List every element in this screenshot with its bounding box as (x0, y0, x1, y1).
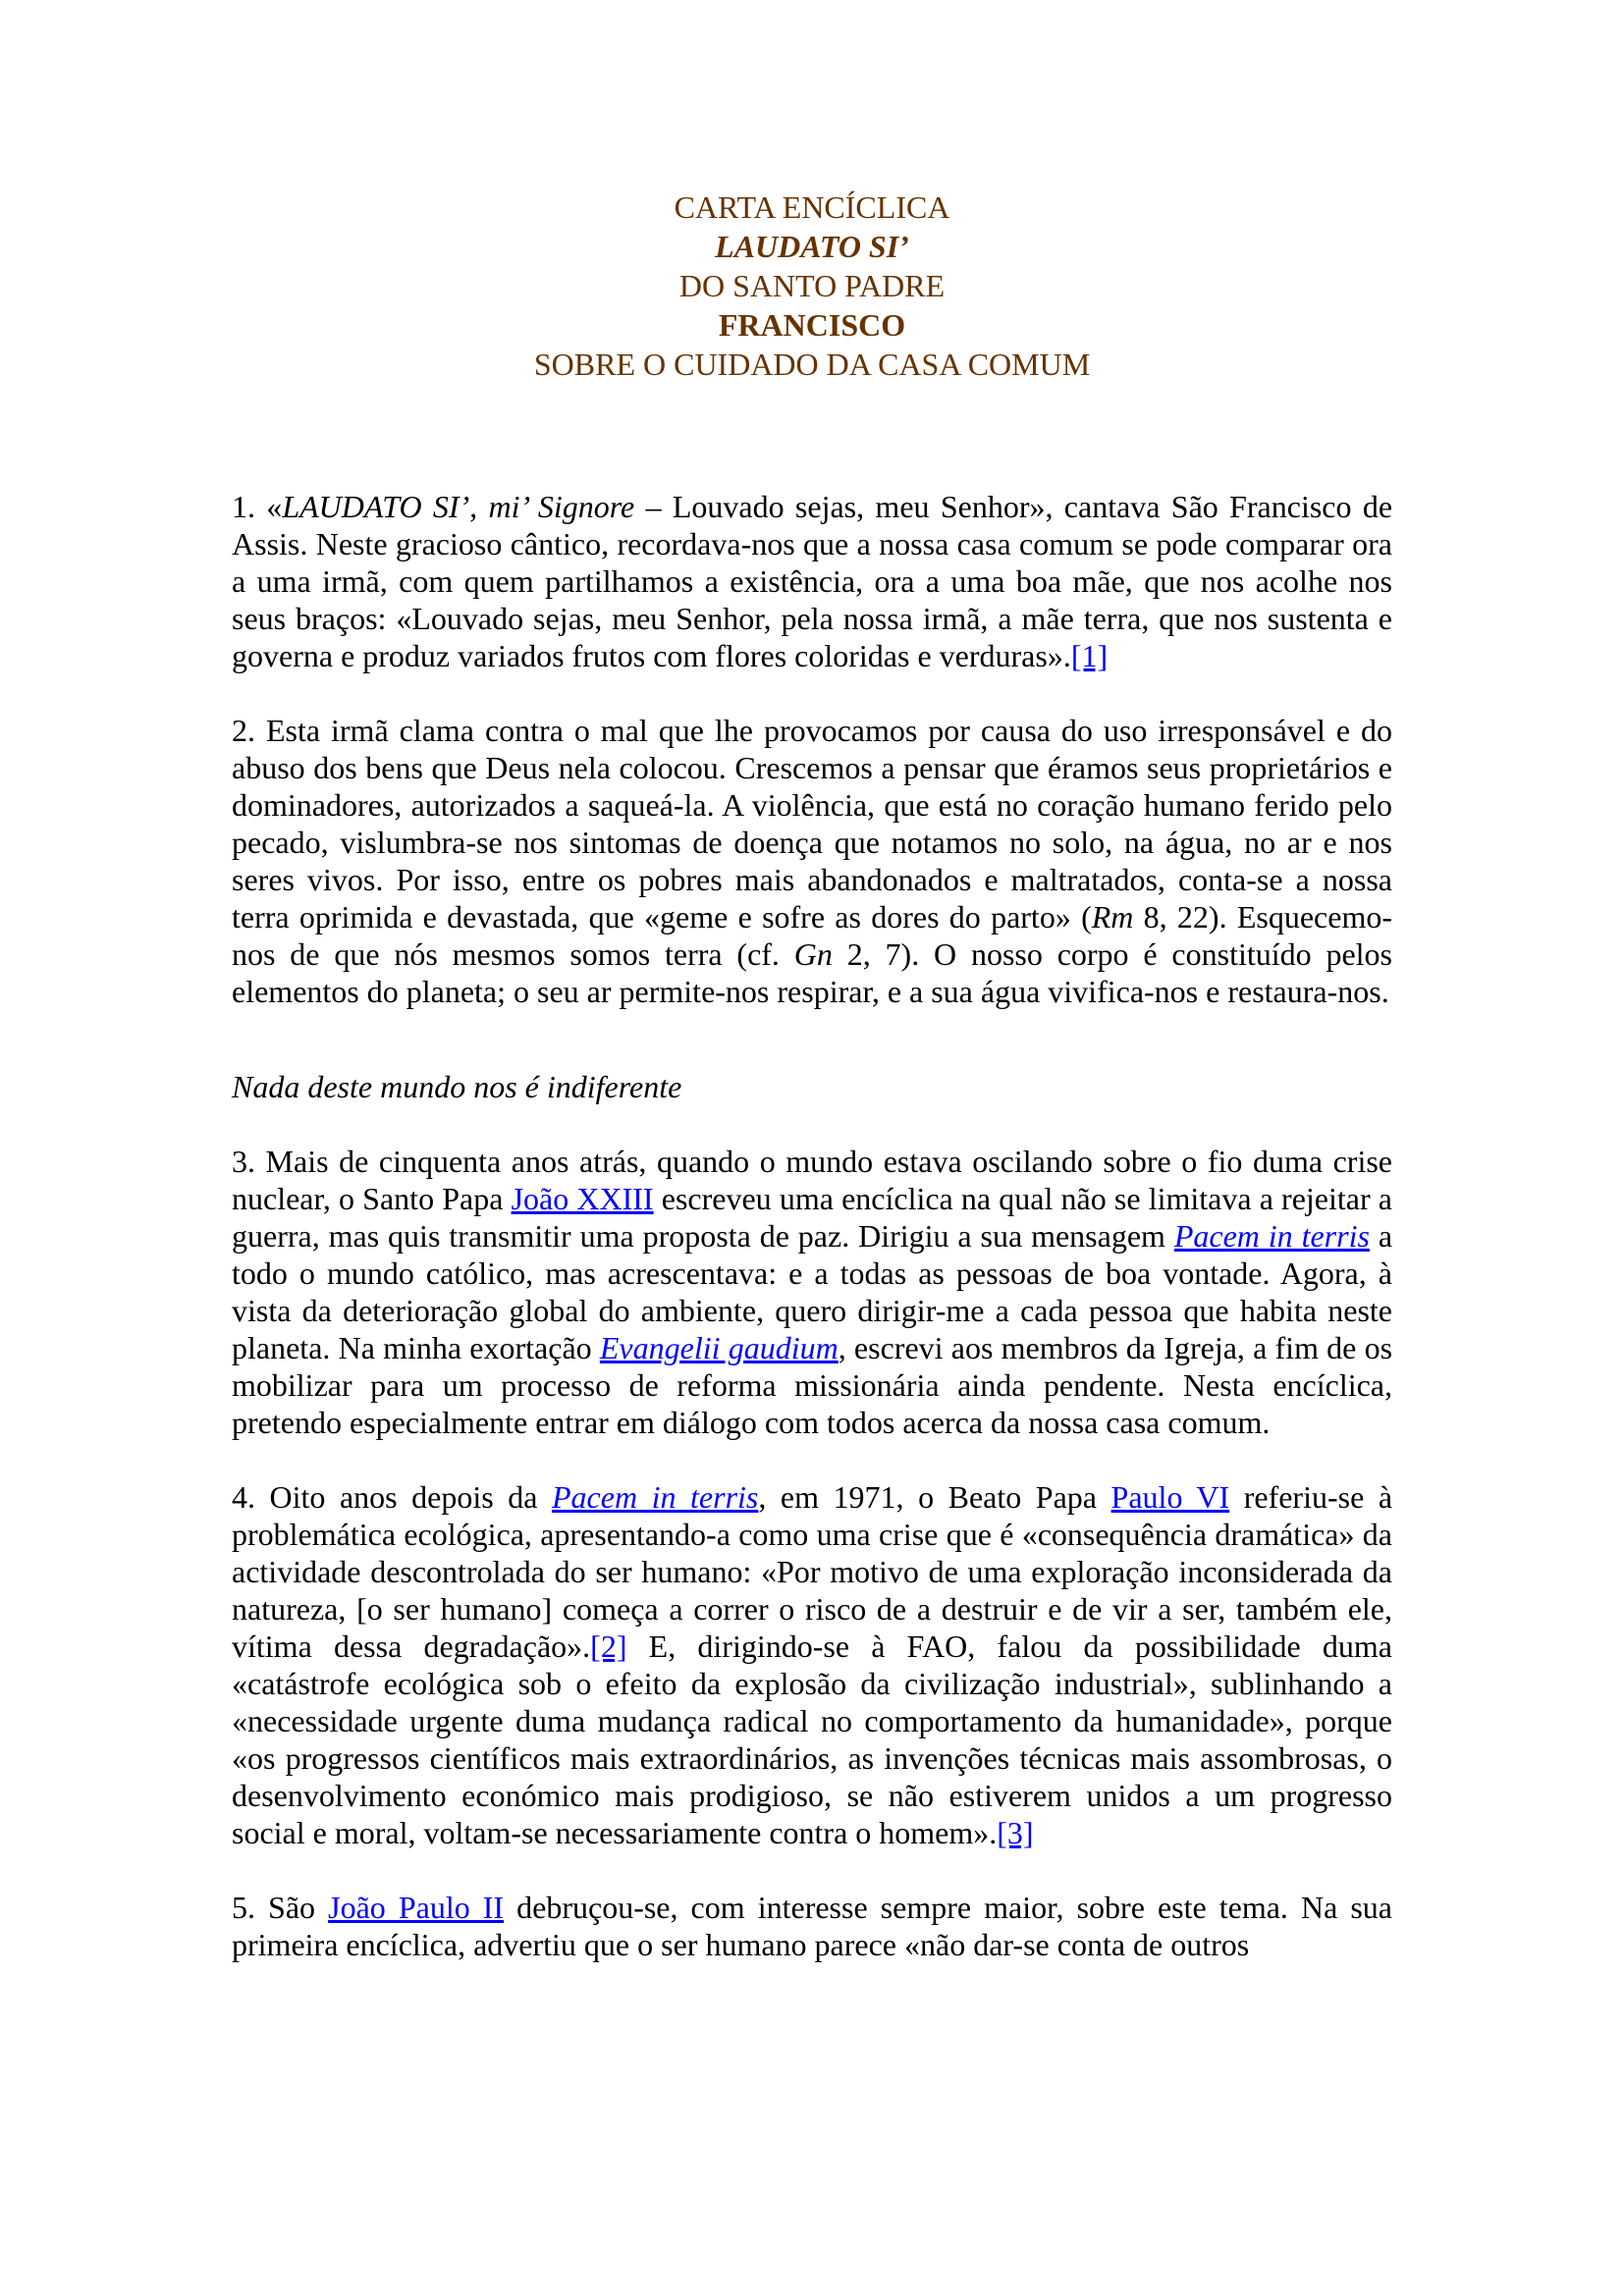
text-run: referiu-se à problemática ecológica, apresentando-a como uma crise que é «consequência dramática» da actividade descontrolada do ser humano: «Por motivo de uma exploração inconsiderada da natureza, [o ser humano] começa a correr o risco de a destruir e de vir a ser, também ele, vítima dessa degradação». (232, 1479, 1393, 1664)
text-run: 1. « (232, 489, 283, 524)
text-run: – Louvado sejas, meu Senhor», cantava São Francisco de Assis. Neste gracioso cântico, recordava-nos que a nossa casa comum se pode comparar ora a uma irmã, com quem partilhamos a existência, ora a uma boa mãe, que nos acolhe nos seus braços: «Louvado sejas, meu Senhor, pela nossa irmã, a mãe terra, que nos sustenta e governa e produz variados frutos com flores coloridas e verduras». (232, 489, 1393, 673)
paragraph-1 (232, 488, 1392, 674)
text-run: Gn (793, 936, 833, 972)
document-title (0, 0, 1624, 384)
text-run: , escrevi aos membros da Igreja, a fim de os mobilizar para um processo de reforma missionária ainda pendente. Nesta encíclica, pretendo especialmente entrar em diálogo com todos acerca da nossa casa comum. (232, 1330, 1393, 1440)
reference-link[interactable]: João XXIII (511, 1181, 654, 1216)
reference-link[interactable]: Pacem in terris (552, 1479, 759, 1515)
text-run: Rm (1091, 899, 1134, 934)
text-run: , em 1971, o Beato Papa (758, 1479, 1111, 1515)
reference-link[interactable]: João Paulo II (328, 1890, 505, 1925)
text-run: 3. Mais de cinquenta anos atrás, quando o mundo estava oscilando sobre o fio duma crise nuclear, o Santo Papa (232, 1144, 1392, 1216)
text-run: escreveu uma encíclica na qual não se limitava a rejeitar a guerra, mas quis transmitir uma proposta de paz. Dirigiu a sua mensagem (232, 1181, 1393, 1254)
reference-link[interactable]: Pacem in terris (1173, 1218, 1370, 1254)
document-body (232, 488, 1392, 1963)
reference-link[interactable]: [3] (997, 1815, 1034, 1850)
title-line-laudato-si: LAUDATO SI’ (715, 229, 909, 264)
reference-link[interactable]: [1] (1070, 638, 1109, 673)
text-run: 8, 22). Esquecemo-nos de que nós mesmos somos terra (cf. (232, 899, 1392, 972)
paragraph-3 (232, 1143, 1392, 1441)
reference-link[interactable]: Evangelii gaudium (599, 1330, 839, 1365)
paragraph-2 (232, 712, 1392, 1010)
text-run: debruçou-se, com interesse sempre maior, sobre este tema. Na sua primeira encíclica, advertiu que o ser humano parece «não dar-se conta de outros (232, 1890, 1393, 1962)
text-run: 5. São (232, 1890, 329, 1925)
text-run: a todo o mundo católico, mas acrescentava: e a todas as pessoas de boa vontade. Agora, à vista da deterioração global do ambiente, quero dirigir-me a cada pessoa que habita neste planeta. Na minha exortação (232, 1218, 1393, 1365)
title-line-subtitle: SOBRE O CUIDADO DA CASA COMUM (533, 347, 1091, 382)
reference-link[interactable]: [2] (590, 1629, 627, 1664)
paragraph-4 (232, 1478, 1392, 1851)
title-line-do-santo-padre: DO SANTO PADRE (678, 268, 946, 303)
text-run: 2, 7). O nosso corpo é constituído pelos elementos do planeta; o seu ar permite-nos respirar, e a sua água vivifica-nos e restaura-nos. (232, 936, 1393, 1009)
paragraph-5 (232, 1889, 1392, 1963)
section-heading (232, 1068, 1392, 1105)
text-run: 4. Oito anos depois da (232, 1479, 552, 1515)
text-run: Nada deste mundo nos é indiferente (232, 1069, 682, 1104)
text-run: 2. Esta irmã clama contra o mal que lhe provocamos por causa do uso irresponsável e do abuso dos bens que Deus nela colocou. Crescemos a pensar que éramos seus proprietários e dominadores, autorizados a saqueá-la. A violência, que está no coração humano ferido pelo pecado, vislumbra-se nos sintomas de doença que notamos no solo, na água, no ar e nos seres vivos. Por isso, entre os pobres mais abandonados e maltratados, conta-se a nossa terra oprimida e devastada, que «geme e sofre as dores do parto» ( (232, 713, 1392, 934)
reference-link[interactable]: Paulo VI (1110, 1479, 1230, 1515)
text-run: E, dirigindo-se à FAO, falou da possibilidade duma «catástrofe ecológica sob o efeito da explosão da civilização industrial», sublinhando a «necessidade urgente duma mudança radical no comportamento da humanidade», porque «os progressos científicos mais extraordinários, as invenções técnicas mais assombrosas, o desenvolvimento económico mais prodigioso, se não estiverem unidos a um progresso social e moral, voltam-se necessariamente contra o homem». (232, 1629, 1393, 1850)
title-line-carta-enciclica: CARTA ENCÍCLICA (674, 189, 950, 225)
text-run: LAUDATO SI’, mi’ Signore (282, 489, 635, 524)
title-line-francisco: FRANCISCO (718, 307, 906, 343)
